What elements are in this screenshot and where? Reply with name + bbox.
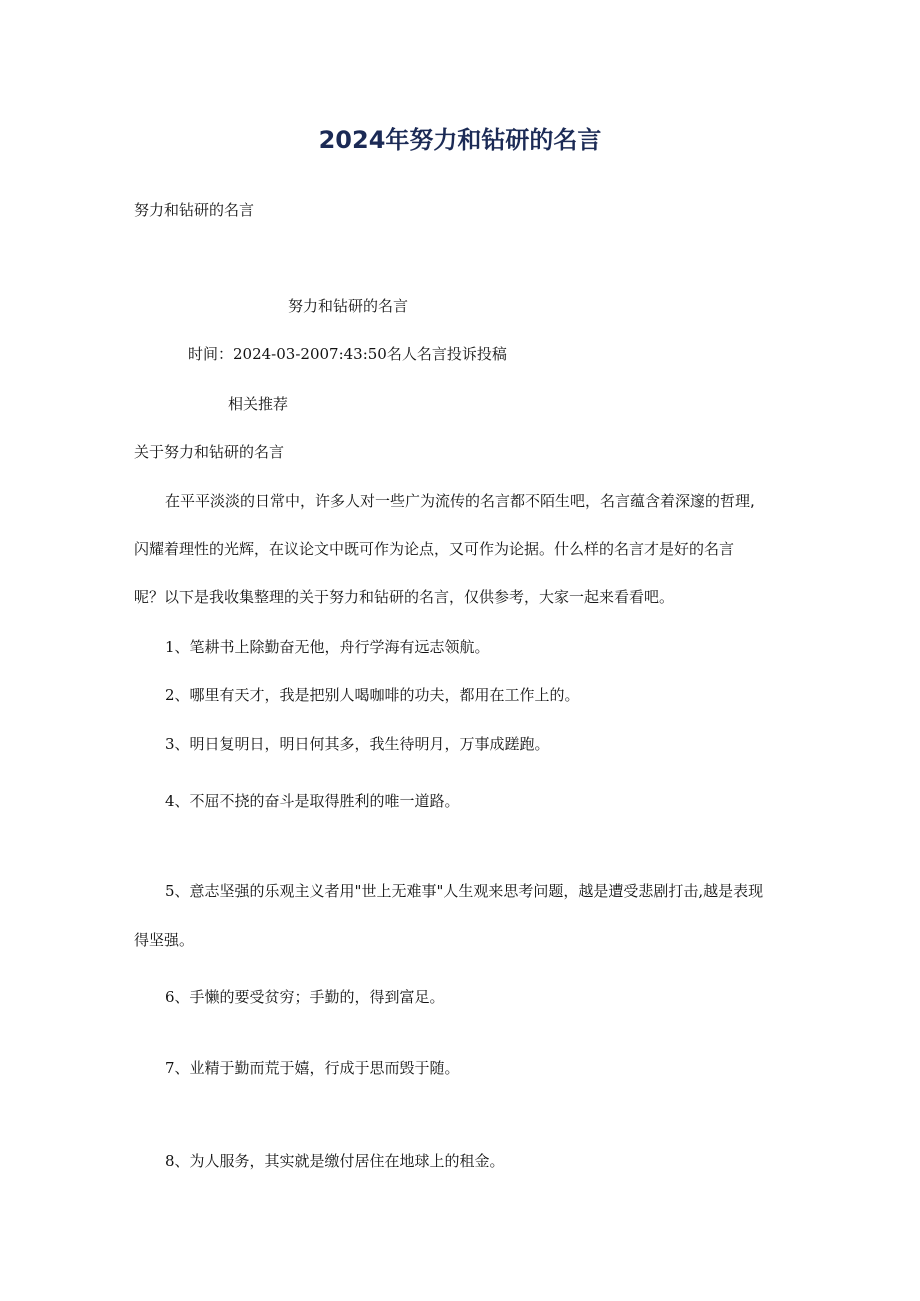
meta-line: 时间：2024-03-2007:43:50名人名言投诉投稿 xyxy=(188,345,507,363)
article-heading: 努力和钻研的名言 xyxy=(288,297,409,315)
quote-item-continuation: 得坚强。 xyxy=(134,931,195,949)
intro-paragraph-line: 闪耀着理性的光辉，在议论文中既可作为论点，又可作为论据。什么样的名言才是好的名言 xyxy=(134,540,735,558)
quote-item: 6、手懒的要受贫穷；手勤的，得到富足。 xyxy=(165,988,445,1006)
document-title: 2024年努力和钻研的名言 xyxy=(318,126,602,154)
document-subtitle: 努力和钻研的名言 xyxy=(134,201,255,219)
quote-item: 3、明日复明日，明日何其多，我生待明月，万事成蹉跑。 xyxy=(165,735,550,753)
intro-paragraph-line: 在平平淡淡的日常中，许多人对一些广为流传的名言都不陌生吧，名言蕴含着深邃的哲理, xyxy=(165,492,755,510)
quote-item: 5、意志坚强的乐观主义者用"世上无难事"人生观来思考问题，越是遭受悲剧打击,越是表现 xyxy=(165,882,764,900)
quote-item: 4、不屈不挠的奋斗是取得胜利的唯一道路。 xyxy=(165,792,460,810)
intro-paragraph-line: 呢？以下是我收集整理的关于努力和钻研的名言，仅供参考，大家一起来看看吧。 xyxy=(134,588,675,606)
related-label: 相关推荐 xyxy=(228,395,289,413)
quote-item: 8、为人服务，其实就是缴付居住在地球上的租金。 xyxy=(165,1152,505,1170)
quote-item: 1、笔耕书上除勤奋无他，舟行学海有远志领航。 xyxy=(165,638,490,656)
quote-item: 7、业精于勤而荒于嬉，行成于思而毁于随。 xyxy=(165,1059,460,1077)
section-heading: 关于努力和钻研的名言 xyxy=(134,443,285,461)
quote-item: 2、哪里有天才，我是把别人喝咖啡的功夫，都用在工作上的。 xyxy=(165,686,580,704)
